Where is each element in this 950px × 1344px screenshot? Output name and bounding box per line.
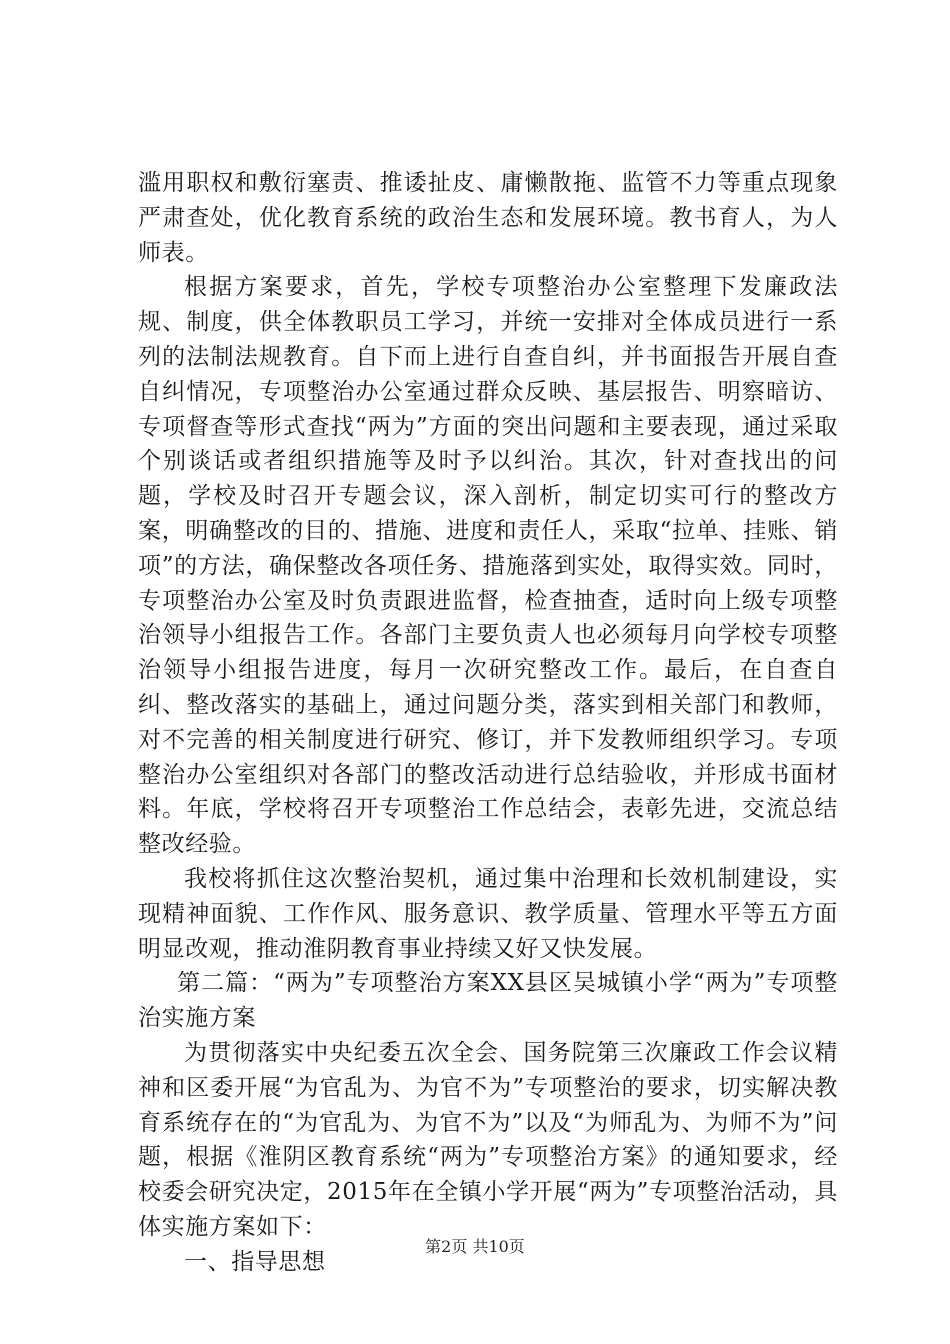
paragraph-conclusion: 我校将抓住这次整治契机，通过集中治理和长效机制建设，实现精神面貌、工作作风、服务意识、教学质量、管理水平等五方面明显改观，推动淮阴教育事业持续又好又快发展。 [138,865,838,962]
paragraph-intro: 为贯彻落实中央纪委五次全会、国务院第三次廉政工作会议精神和区委开展“为官乱为、为官不为”专项整治的要求，切实解决教育系统存在的“为官乱为、为官不为”以及“为师乱为、为师不为”问题，根据《淮阴区教育系统“两为”专项整治方案》的通知要求，经校委会研究决定，2015年在全镇小学开展“两为”专项整治活动，具体实施方案如下： [138,1039,838,1240]
document-body [138,166,838,1280]
section-title: 第二篇：“两为”专项整治方案XX县区吴城镇小学“两为”专项整治实施方案 [138,970,838,1032]
section-heading: 一、指导思想 [184,1248,326,1275]
paragraph-continuation: 滥用职权和敷衍塞责、推诿扯皮、庸懒散拖、监管不力等重点现象严肃查处，优化教育系统的政治生态和发展环境。教书育人，为人师表。 [138,170,838,266]
page-number-footer: 第2页 共10页 [425,1237,525,1256]
paragraph-measures: 根据方案要求，首先，学校专项整治办公室整理下发廉政法规、制度，供全体教职员工学习，并统一安排对全体成员进行一系列的法制法规教育。自下而上进行自查自纠，并书面报告开展自查自纠情况，专项整治办公室通过群众反映、基层报告、明察暗访、专项督查等形式查找“两为”方面的突出问题和主要表现，通过采取个别谈话或者组织措施等及时予以纠治。其次，针对查找出的问题，学校及时召开专题会议，深入剖析，制定切实可行的整改方案，明确整改的目的、措施、进度和责任人，采取“拉单、挂账、销项”的方法，确保整改各项任务、措施落到实处，取得实效。同时，专项整治办公室及时负责跟进监督，检查抽查，适时向上级专项整治领导小组报告工作。各部门主要负责人也必须每月向学校专项整治领导小组报告进度，每月一次研究整改工作。最后，在自查自纠、整改落实的基础上，通过问题分类，落实到相关部门和教师，对不完善的相关制度进行研究、修订，并下发教师组织学习。专项整治办公室组织对各部门的整改活动进行总结验收，并形成书面材料。年底，学校将召开专项整治工作总结会，表彰先进，交流总结整改经验。 [138,274,838,858]
